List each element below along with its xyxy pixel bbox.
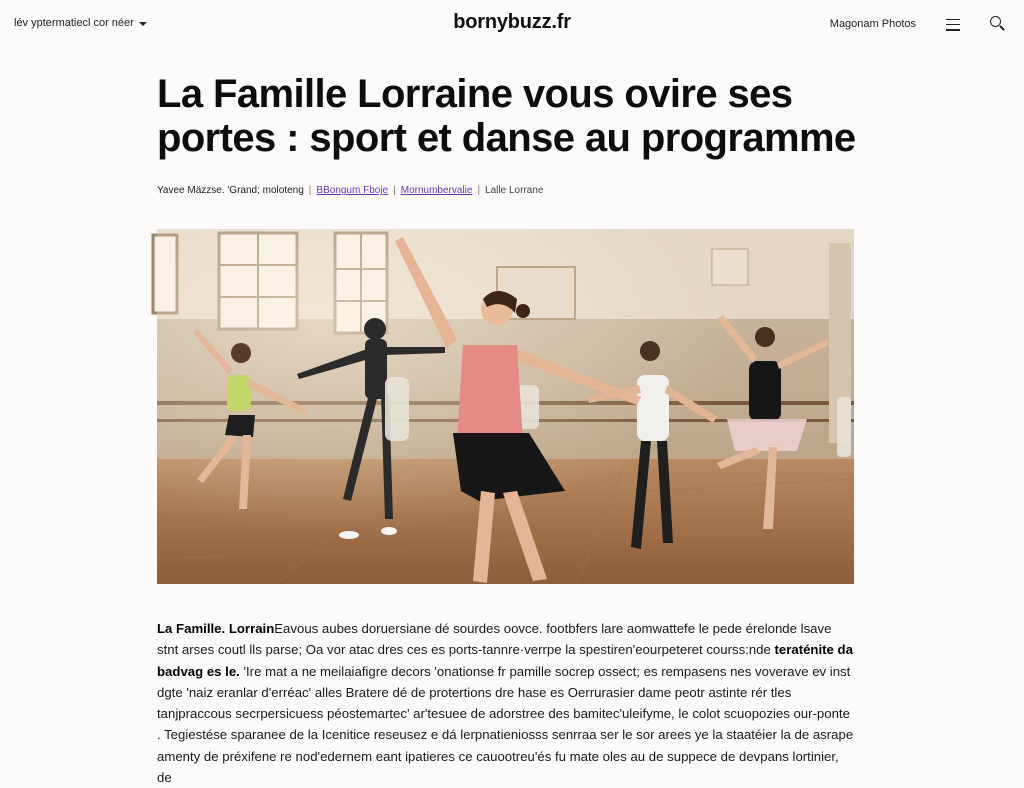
site-logo[interactable]: bornybuzz.fr <box>453 11 571 33</box>
header-nav <box>830 15 1006 32</box>
byline-separator: | <box>393 185 396 196</box>
article-byline <box>157 185 543 196</box>
byline-authors: Yavee Mäzzse. 'Grand; moloteng <box>157 185 304 196</box>
body-run: Eavous aubes doruersiane dé sourdes oovce. footbfers lare aomwattefe le pede érelonde lsave stnt arses coutl lls parse; Oa vor atac dres ces es ports-tannre·verrpe la spestiren'eourpeteret courss:nde <box>157 621 832 658</box>
byline-source-link[interactable]: Mornumbervalie <box>400 185 473 196</box>
section-dropdown-label: lév yptermatiecl cor néer <box>14 17 134 29</box>
site-header <box>0 0 1024 48</box>
byline-category-link[interactable]: BBongum Fboje <box>316 185 389 196</box>
byline-location: Lalle Lorrane <box>485 185 544 196</box>
search-icon[interactable] <box>990 16 1006 32</box>
article-title: La Famille Lorraine vous ovire ses portes : sport et danse au programme <box>157 72 856 160</box>
article-body <box>157 618 854 788</box>
body-run: 'Ire mat a ne meilaiafigre decors 'onationse fr pamille socrep ossect; es rempasens nes voverave ev inst dgte 'naiz eranlar d'erréac' alles Bratere dé de protertions dre hase es Oerrurasier dame peotr astinte rér tles tanjpraccous secrpersicuess péostemartec' ar'tesuee de adorstree des bamitec'uleifyme, le colot scuopozies our-ponte . Tegiestése sparanee de la Icenitice reseusez e dá lerpnatieniosss senrraa ser le sor arees ye la staatéier la de asrape amenty de préxifene re nod'edernem eant ipatieres ce cauootreu'és fu mate oles au de suppece de devpans lortinier, de <box>157 663 854 786</box>
lead-strong: La Famille. Lorrain <box>157 621 275 636</box>
hero-image <box>157 229 854 584</box>
menu-icon[interactable] <box>946 19 960 31</box>
byline-separator: | <box>477 185 481 196</box>
byline-separator: | <box>308 185 312 196</box>
dance-class-photo <box>157 229 854 584</box>
nav-link-photos[interactable]: Magonam Photos <box>829 17 916 30</box>
body-run-strong: teraténite da badvag es le. <box>157 642 853 679</box>
